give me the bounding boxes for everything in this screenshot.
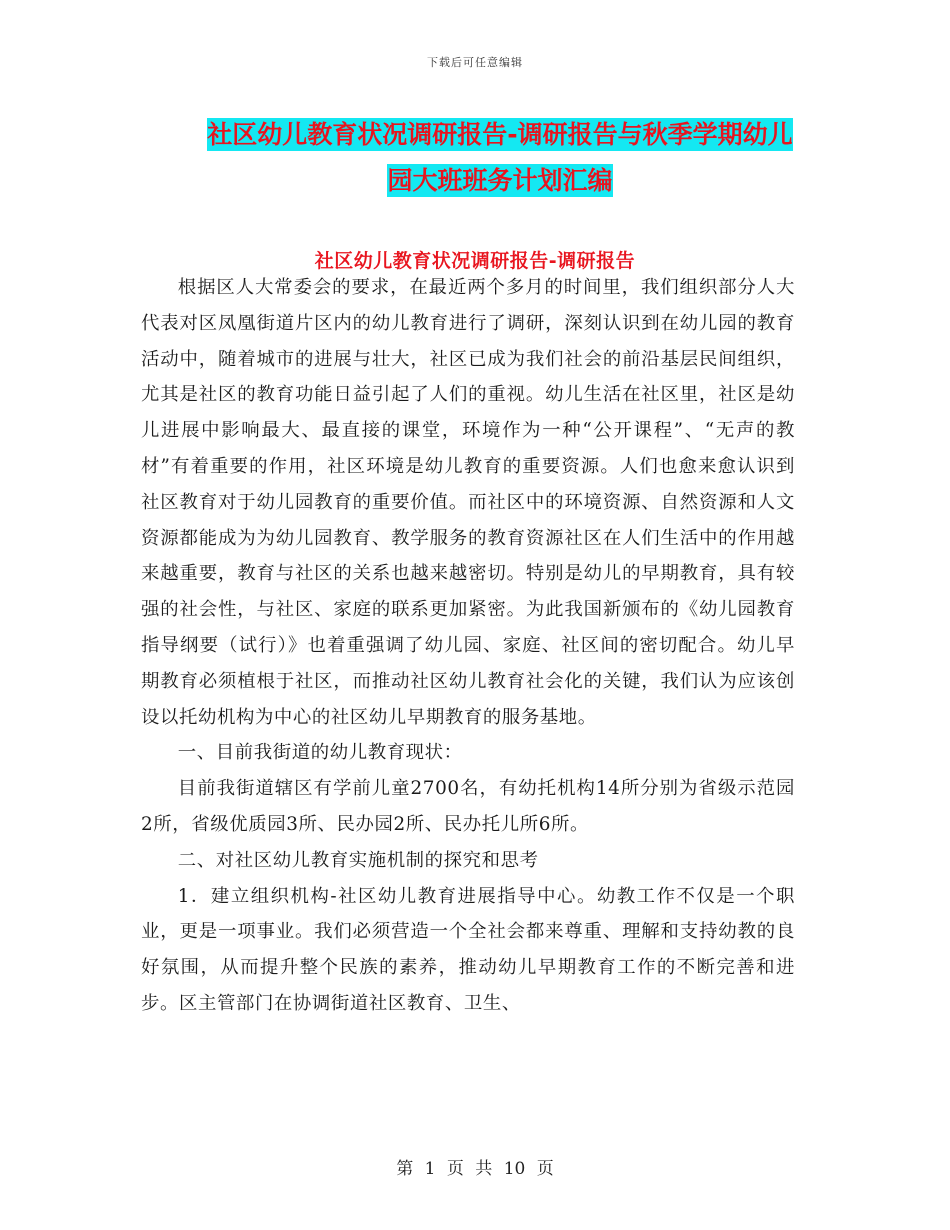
document-title [140,112,860,204]
paragraph: 一、目前我街道的幼儿教育现状： [177,742,463,764]
header-note: 下载后可任意编辑 [427,56,523,69]
paragraph: 目前我街道辖区有学前儿童2700名，有幼托机构14所分别为省级示范园2所，省级优质园3所、民办园2所、民办托儿所6所。 [141,778,795,835]
paragraph: 1．建立组织机构-社区幼儿教育进展指导中心。幼教工作不仅是一个职业，更是一项事业。我们必须营造一个全社会都来尊重、理解和支持幼教的良好氛围，从而提升整个民族的素养，推动幼儿早期教育工作的不断完善和进步。区主管部门在协调街道社区教育、卫生、 [141,885,795,1014]
document-title-line2: 园大班班务计划汇编 [387,166,613,195]
paragraph: 根据区人大常委会的要求，在最近两个多月的时间里，我们组织部分人大代表对区凤凰街道片区内的幼儿教育进行了调研，深刻认识到在幼儿园的教育活动中，随着城市的进展与壮大，社区已成为我们社会的前沿基层民间组织，尤其是社区的教育功能日益引起了人们的重视。幼儿生活在社区里，社区是幼儿进展中影响最大、最直接的课堂，环境作为一种“公开课程”、“无声的教材”有着重要的作用，社区环境是幼儿教育的重要资源。人们也愈来愈认识到社区教育对于幼儿园教育的重要价值。而社区中的环境资源、自然资源和人文资源都能成为为幼儿园教育、教学服务的教育资源社区在人们生活中的作用越来越重要，教育与社区的关系也越来越密切。特别是幼儿的早期教育，具有较强的社会性，与社区、家庭的联系更加紧密。为此我国新颁布的《幼儿园教育指导纲要（试行）》也着重强调了幼儿园、家庭、社区间的密切配合。幼儿早期教育必须植根于社区，而推动社区幼儿教育社会化的关键，我们认为应该创设以托幼机构为中心的社区幼儿早期教育的服务基地。 [141,277,795,728]
document-title-line1: 社区幼儿教育状况调研报告-调研报告与秋季学期幼儿 [207,120,793,149]
section-title: 社区幼儿教育状况调研报告-调研报告 [314,250,636,272]
page-footer: 第 1 页 共 10 页 [396,1159,554,1179]
document-body [141,270,795,1022]
paragraph: 二、对社区幼儿教育实施机制的探究和思考 [177,849,539,871]
